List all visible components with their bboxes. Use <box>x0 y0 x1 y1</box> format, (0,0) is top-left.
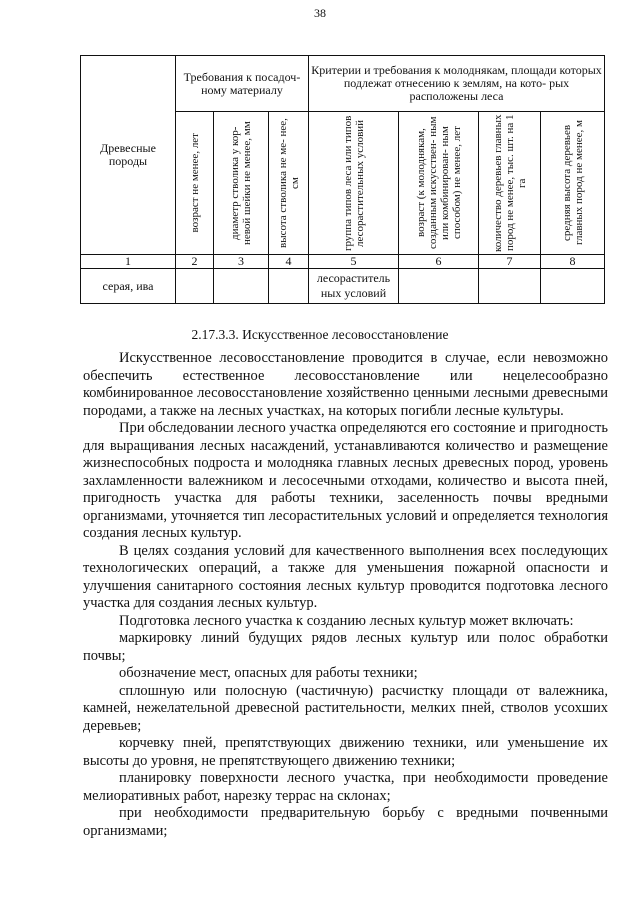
header-average-height: средняя высота деревьев главных пород не менее, м <box>560 120 585 246</box>
column-number: 8 <box>541 255 605 269</box>
table-row <box>81 269 605 304</box>
table-cell <box>399 269 479 304</box>
table-cell <box>269 269 309 304</box>
header-young-stand-criteria: Критерии и требования к молоднякам, площади которых подлежат отнесению к землям, на кото- рых расположены леса <box>309 56 605 112</box>
list-item: сплошную или полосную (частичную) расчистку площади от валежника, камней, нежелательной древесной растительности, мелких пней, стволов усохших деревьев; <box>83 682 608 734</box>
table-cell-forest-type: лесораститель ных условий <box>309 269 399 304</box>
list-item: планировку поверхности лесного участка, при необходимости проведение мелиоративных работ, нарезку террас на склонах; <box>83 770 608 804</box>
table-header-row <box>81 56 605 112</box>
table-cell <box>541 269 605 304</box>
list-item: обозначение мест, опасных для работы техники; <box>119 665 418 681</box>
table-cell <box>479 269 541 304</box>
list-item: при необходимости предварительную борьбу с вредными почвенными организмами; <box>83 805 608 839</box>
table-cell-species: серая, ива <box>81 269 176 304</box>
table-cell <box>176 269 214 304</box>
header-species: Древесные породы <box>81 56 176 255</box>
list-item: корчевку пней, препятствующих движению техники, или уменьшение их высоты до уровня, не препятствующего движению техники; <box>83 735 608 769</box>
header-age: возраст не менее, лет <box>188 133 201 233</box>
column-number: 1 <box>81 255 176 269</box>
page-number: 38 <box>314 6 326 20</box>
paragraph: В целях создания условий для качественного выполнения всех последующих технологических операций, а также для уменьшения пожарной опасности и улучшения санитарного состояния лесных культур проводится подготовка лесного участка для создания лесных культур. <box>83 542 608 611</box>
section-title: 2.17.3.3. Искусственное лесовосстановление <box>191 327 449 342</box>
requirements-table <box>80 55 605 304</box>
body-text <box>83 350 608 840</box>
paragraph: При обследовании лесного участка определяются его состояние и пригодность для выращивания лесных насаждений, устанавливаются количество и размещение жизнеспособных подроста и молодняка главных лесных древесных пород, уровень захламленности валежником и лесосечными отходами, количество и высота пней, пригодность участка для работы техники, заселенность почвы вредными организмами, уточняется тип лесорастительных условий и определяется технология создания лесных культур. <box>83 420 608 541</box>
header-forest-type-group: группа типов леса или типов лесорастительных условий <box>341 115 366 251</box>
table-cell <box>214 269 269 304</box>
column-number: 6 <box>399 255 479 269</box>
column-number: 2 <box>176 255 214 269</box>
column-number: 7 <box>479 255 541 269</box>
paragraph: Подготовка лесного участка к созданию лесных культур может включать: <box>119 612 574 629</box>
column-number-row <box>81 255 605 269</box>
header-stem-height: высота стволика не ме- нее, см <box>276 118 301 248</box>
column-number: 4 <box>269 255 309 269</box>
list-item: маркировку линий будущих рядов лесных культур или полос обработки почвы; <box>83 630 608 664</box>
header-planting-material: Требования к посадоч- ному материалу <box>176 56 309 112</box>
header-tree-count: количество деревьев главных пород не менее, тыс. шт. на 1 га <box>491 114 528 252</box>
column-number: 5 <box>309 255 399 269</box>
paragraph: Искусственное лесовосстановление проводится в случае, если невозможно обеспечить естественное лесовосстановление или нецелесообразно комбинированное лесовосстановление хозяйственно ценными лесными древесными породами, а также на лесных участках, на которых погибли лесные культуры. <box>83 350 608 419</box>
column-number: 3 <box>214 255 269 269</box>
header-young-stand-age: возраст (к молоднякам, созданным искусствен- ным или комбинирован- ным способом) не менее, лет <box>414 116 463 250</box>
header-stem-diameter: диаметр стволика у кор- невой шейки не менее, мм <box>229 121 253 245</box>
